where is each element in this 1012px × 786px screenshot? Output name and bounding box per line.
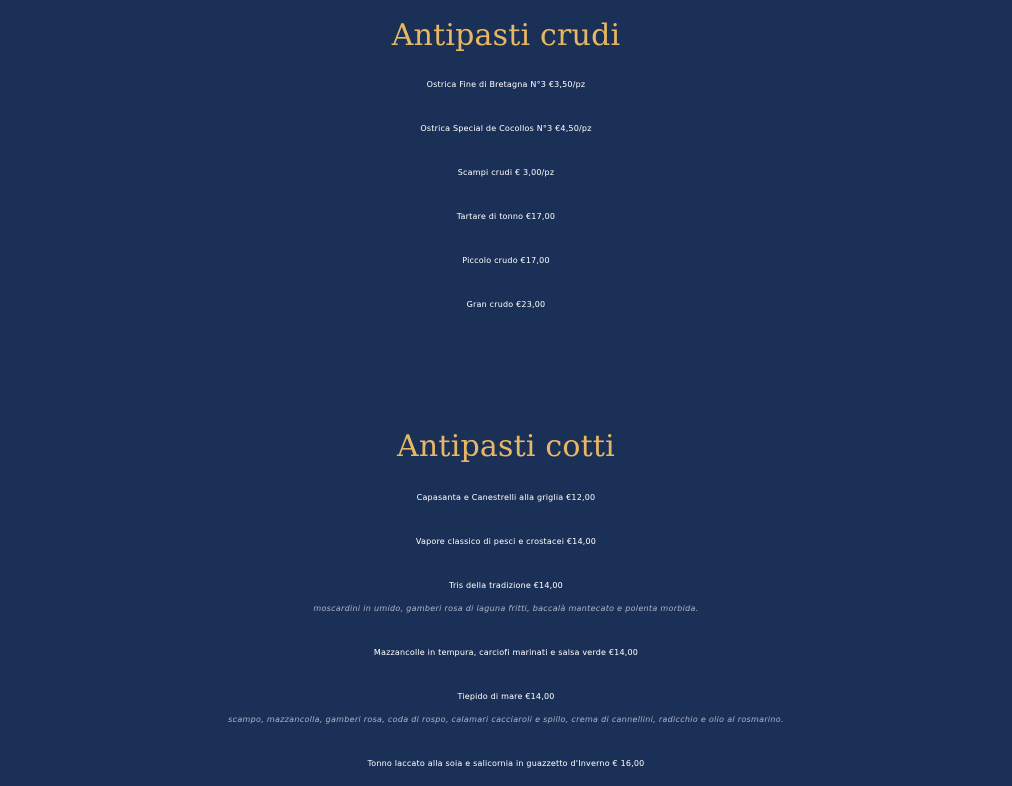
menu-item: Piccolo crudo €17,00 bbox=[462, 256, 550, 265]
menu-item: Capasanta e Canestrelli alla griglia €12,00 bbox=[416, 493, 596, 502]
menu-item: Scampi crudi € 3,00/pz bbox=[457, 168, 555, 177]
menu-item: Gran crudo €23,00 bbox=[466, 300, 546, 309]
menu-item: Ostrica Special de Cocollos N°3 €4,50/pz bbox=[420, 124, 592, 133]
menu-item-description: moscardini in umido, gamberi rosa di laguna fritti, baccalà mantecato e polenta morbida. bbox=[313, 604, 699, 613]
menu-item: Tartare di tonno €17,00 bbox=[456, 212, 556, 221]
menu-item: Tris della tradizione €14,00 bbox=[449, 581, 563, 590]
menu-item: Ostrica Fine di Bretagna N°3 €3,50/pz bbox=[426, 80, 586, 89]
menu-item: Tonno laccato alla soia e salicornia in guazzetto d'Inverno € 16,00 bbox=[367, 759, 645, 768]
section-title-antipasti-cotti: Antipasti cotti bbox=[397, 429, 615, 464]
section-title-antipasti-crudi: Antipasti crudi bbox=[391, 18, 621, 53]
menu-item: Vapore classico di pesci e crostacei €14,00 bbox=[415, 537, 597, 546]
menu-item: Mazzancolle in tempura, carciofi marinati e salsa verde €14,00 bbox=[373, 648, 639, 657]
menu-item-description: scampo, mazzancolla, gamberi rosa, coda di rospo, calamari cacciaroli e spillo, crema di cannellini, radicchio e olio al rosmarino. bbox=[228, 715, 784, 724]
menu-item: Tiepido di mare €14,00 bbox=[457, 692, 555, 701]
